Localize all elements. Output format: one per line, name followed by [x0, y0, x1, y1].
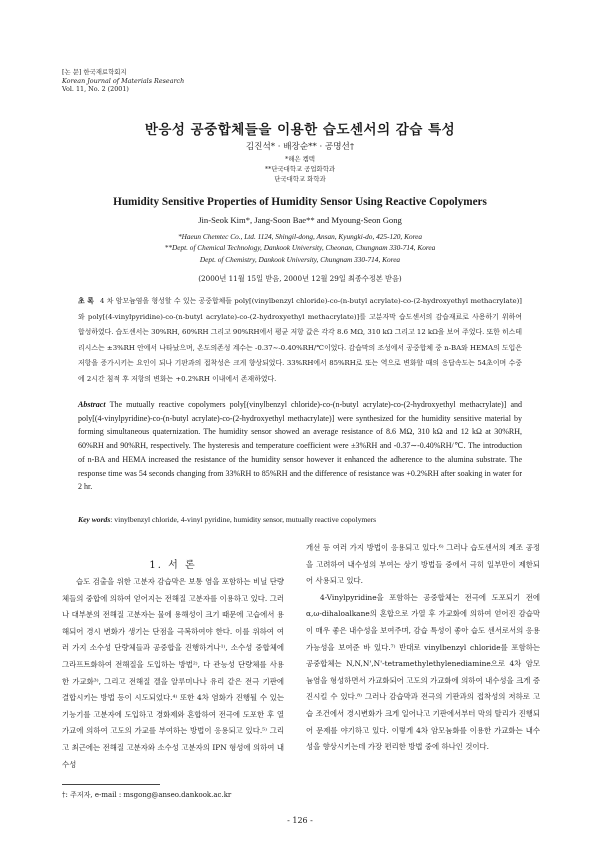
footnote-divider: [62, 784, 160, 785]
abstract-english: [78, 398, 522, 494]
abstract-english-text: The mutually reactive copolymers poly[(vinylbenzyl chloride)-co-(n-butyl acrylate)-co-(2-hydroxyethyl methacrylate)] and poly[(4-vinylpyridine)-co-(n-butyl acrylate)-co-(2-hydroxyethyl methacrylate)] were synthesized for the humidity sensitive material by forming simultaneous quaternization. The humidity sensor showed an average resistance of 8.6 MΩ, 310 kΩ and 12 kΩ at 30%RH, 60%RH and 90%RH, respectively. The hysteresis and temperature coefficient were ±3%RH and -0.37∼-0.40%RH/℃. The introduction of n-BA and HEMA increased the resistance of the humidity sensor however it enhanced the adherence to the alumina substrate. The response time was 54 seconds changing from 33%RH to 85%RH and the difference of resistance was +0.2%RH after soaking in water for 2 hr.: [78, 400, 522, 492]
abstract-korean-label: 초 록: [78, 297, 94, 305]
abstract-korean: [78, 294, 522, 388]
body-paragraph: 개선 등 여러 가지 방법이 응용되고 있다.⁶⁾ 그러나 습도센서의 제조 공정을 고려하여 내수성의 부여는 상기 방법들 중에서 극히 일부만이 제한되어 사용되고 있다.: [306, 543, 540, 586]
journal-label: [논 문] 한국재료학회지: [62, 68, 127, 76]
keywords: [78, 515, 522, 524]
affiliation-en-2: **Dept. of Chemical Technology, Dankook University, Cheonan, Chungnam 330-714, Korea: [164, 243, 436, 253]
abstract-english-label: Abstract: [78, 400, 106, 409]
body-paragraph: 4-Vinylpyridine을 포함하는 공중합체는 전극에 도포되기 전에 α,ω-dihaloalkane의 혼합으로 가열 후 가교화에 의하여 얻어진 감습막이 매우 좋은 내수성을 보여주며, 감습 특성이 좋아 습도 센서로서의 응용 가능성을 보여준 바 있다.⁷⁾ 반대로 vinylbenzyl chloride를 포함하는 공중합체는 N,N,N',N'-tetramethylethylenediamine으로 4차 암모늄염을 형성하면서 가교화되어 고도의 가교화에 의하여 내수성을 크게 증진시킬 수 있다.⁸⁾ 그러나 감습막과 전극의 기판과의 접착성의 저하로 고습 조건에서 경시변화가 크게 일어나고 기판에서부터 막의 탈리가 진행되어 문제를 야기하고 있다. 이렇게 4차 암모늄화를 이용한 가교화는 내수성을 향상시키는데 가장 편리한 방법 중에 하나인 것이다.: [306, 592, 540, 752]
body-column-left: [62, 574, 284, 773]
affiliation-ko-2: **단국대학교 공업화학과: [264, 165, 336, 173]
title-korean: 반응성 공중합체들을 이용한 습도센서의 감습 특성: [144, 122, 456, 138]
body-paragraph: 습도 검출을 위한 고분자 감습막은 보통 염을 포함하는 비닐 단량체들의 중합에 의하여 얻어지는 전해질 고분자를 이용하고 있다. 그러나 대부분의 전해질 고분자는 물에 용해성이 크기 때문에 고습에서 용해되어 경시 변화가 생기는 단점을 극복하여야 한다. 이를 위하여 여러 가지 소수성 단량체들과 공중합을 진행하거나¹⁾, 소수성 중합체에 그라프트화하여 전해질을 도입하는 방법²⁾, 다 관능성 단량체를 사용한 가교화³⁾, 그리고 전해질 겔을 알루미나나 유리 같은 전극 기판에 결합시키는 방법 등이 시도되었다.⁴⁾ 또한 4차 염화가 진행될 수 있는 기능기를 고분자에 도입하고 경화제와 혼합하여 전극에 도포한 후 열 가교에 의하여 고도의 가교를 부여하는 방법이 응용되고 있다.⁵⁾ 그리고 최근에는 전해질 고분자와 소수성 고분자의 IPN 형성에 의하여 내수성: [62, 577, 284, 769]
abstract-korean-text: 4 차 암모늄염을 형성할 수 있는 공중합체들 poly[(vinylbenzyl chloride)-co-(n-butyl acrylate)-co-(2-hydroxyethyl methacrylate)]와 poly[(4-vinylpyridine)-co-(n-butyl acrylate)-co-(2-hydroxyethyl methacrylate)]를 고분자막 습도센서의 감습재료로 사용하기 위하여 합성하였다. 습도센서는 30%RH, 60%RH 그리고 90%RH에서 평균 저항 값은 각각 8.6 MΩ, 310 kΩ 그리고 12 kΩ을 보여 주었다. 또한 히스테리시스는 ±3%RH 안에서 나타났으며, 온도의존성 계수는 -0.37∼-0.40%RH/℃이었다. 감습막의 조성에서 공중합체 중 n-BA와 HEMA의 도입은 저항을 증가시키는 요인이 되나 기판과의 접착성은 크게 향상되었다. 33%RH에서 85%RH로 또는 역으로 변화할 때의 응답속도는 54초이며 수중에 2시간 침적 후 저항의 변화는 +0.2%RH 이내에서 존재하였다.: [78, 297, 522, 383]
keywords-text: : vinylbenzyl chloride, 4-vinyl pyridine, humidity sensor, mutually reactive copolymers: [110, 515, 377, 524]
affiliation-en-3: Dept. of Chemistry, Dankook University, Chungnam 330-714, Korea: [199, 254, 401, 264]
received-dates: (2000년 11월 15일 받음, 2000년 12월 29일 최종수정본 받음): [198, 274, 402, 283]
title-english: Humidity Sensitive Properties of Humidity Sensor Using Reactive Copolymers: [113, 196, 487, 208]
affiliations-english: [0, 231, 600, 265]
affiliations-korean: [0, 154, 600, 184]
keywords-label: Key words: [78, 515, 111, 524]
journal-header: [62, 68, 184, 94]
affiliation-ko-3: 단국대학교 화학과: [274, 175, 326, 183]
section-title-introduction: 1. 서 론: [149, 560, 197, 571]
body-column-right: [306, 540, 540, 756]
journal-name-en: Korean Journal of Materials Research: [62, 76, 185, 85]
authors-korean: 김진석* · 배장순** · 공명선†: [245, 142, 355, 152]
affiliation-en-1: *Haeun Chemtec Co., Ltd. 1124, Shingil-dong, Ansan, Kyungki-do, 425-120, Korea: [177, 232, 423, 241]
journal-volume: Vol. 11, No. 2 (2001): [62, 85, 129, 94]
authors-english: Jin-Seok Kim*, Jang-Soon Bae** and Myoung-Seon Gong: [198, 215, 402, 225]
corresponding-author-footnote: †: 주저자, e-mail : msgong@anseo.dankook.ac.kr: [62, 791, 232, 799]
affiliation-ko-1: *해은 켐텍: [285, 155, 315, 163]
page-number: - 126 -: [287, 816, 313, 825]
